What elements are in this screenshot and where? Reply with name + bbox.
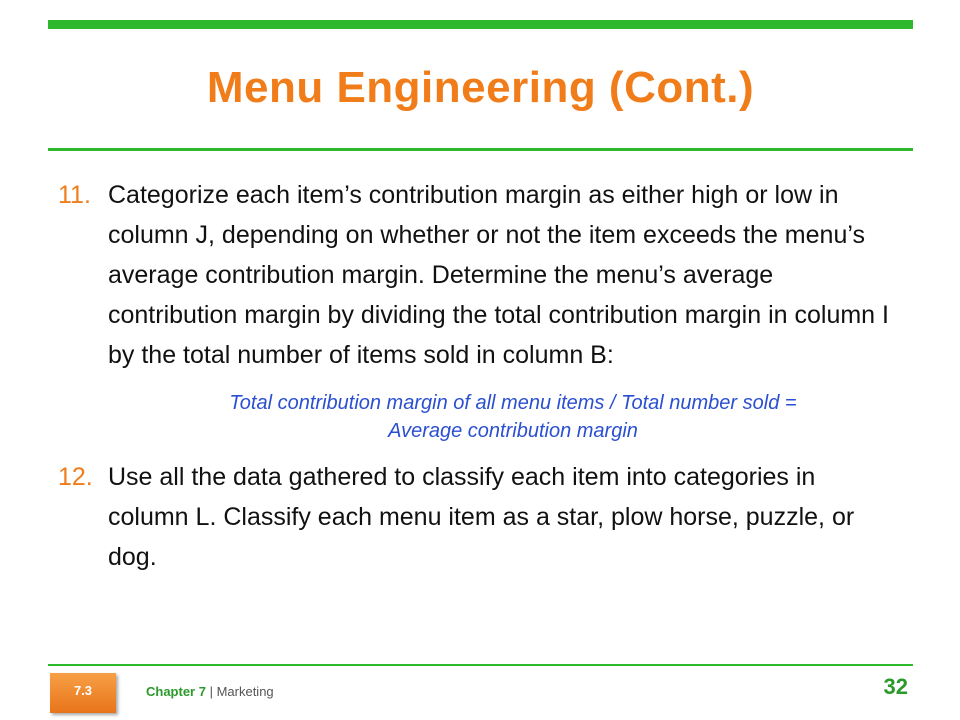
slide-title: Menu Engineering (Cont.) [206,63,755,112]
page-number: 32 [883,674,908,699]
formula-line-1: Total contribution margin of all menu items / Total number sold = [229,392,797,414]
chapter-label: Chapter 7 [146,684,206,699]
footer-divider [48,664,913,666]
chapter-topic: Marketing [216,684,274,699]
top-accent-bar [48,20,913,29]
section-badge: 7.3 [50,673,116,713]
list-item-number: 11. [58,181,91,209]
footer-chapter [146,684,274,699]
footer-separator: | [205,684,217,699]
formula [58,389,908,445]
list-item-12 [58,457,908,577]
slide-body [58,175,908,577]
list-item-11 [58,175,908,375]
list-item-text: Categorize each item’s contribution margin as either high or low in column J, depending on whether or not the item exceeds the menu’s average contribution margin. Determine the menu’s average contribution margin by dividing the total contribution margin in column I by the total number of items sold in column B: [108,181,889,369]
list-item-text: Use all the data gathered to classify each item into categories in column L. Classify each menu item as a star, plow horse, puzzle, or dog. [108,463,855,571]
list-item-number: 12. [58,463,93,491]
formula-line-2: Average contribution margin [388,420,638,442]
title-divider [48,148,913,151]
